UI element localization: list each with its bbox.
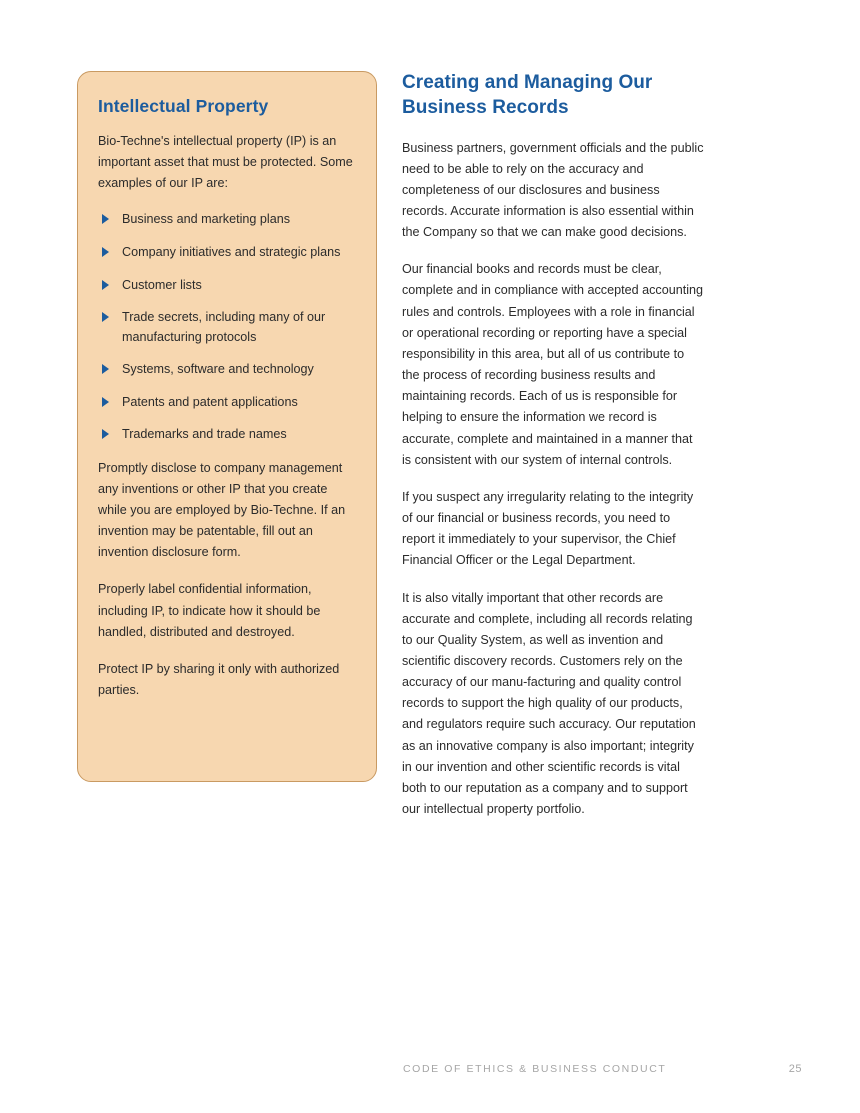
triangle-bullet-icon (102, 312, 109, 322)
triangle-bullet-icon (102, 429, 109, 439)
triangle-bullet-icon (102, 364, 109, 374)
list-item-label: Customer lists (122, 277, 202, 292)
list-item-label: Business and marketing plans (122, 212, 291, 227)
list-item-label: Trademarks and trade names (122, 427, 287, 442)
triangle-bullet-icon (102, 280, 109, 290)
list-item (98, 393, 356, 413)
list-item-label: Patents and patent applications (122, 394, 298, 409)
list-item-label: Trade secrets, including many of our manufacturing protocols (122, 310, 326, 344)
footer-title: CODE OF ETHICS & BUSINESS CONDUCT (403, 1063, 667, 1075)
body-paragraph-2: Our financial books and records must be clear, complete and in compliance with accepted accounting rules and controls. Employees with a role in financial or operational recording or reporting have a special responsibility in this area, but all of us contribute to the process of recording business results and maintaining records. Each of us is responsible for helping to ensure the information we record is accurate, complete and maintained in a manner that is consistent with our system of internal controls. (402, 262, 704, 467)
body-paragraph-1: Business partners, government officials and the public need to be able to rely on the accuracy and completeness of our disclosures and business records. Accurate information is also essential within the Company so that we can make good decisions. (402, 140, 704, 240)
list-item (98, 243, 356, 263)
list-item (98, 360, 356, 380)
list-item (98, 425, 356, 445)
list-item-label: Systems, software and technology (122, 362, 314, 377)
intellectual-property-callout (77, 71, 377, 782)
list-item (98, 276, 356, 296)
callout-paragraph-3: Protect IP by sharing it only with authorized parties. (98, 661, 340, 697)
callout-intro-paragraph: Bio-Techne's intellectual property (IP) is an important asset that must be protected. Some examples of our IP are: (98, 134, 353, 191)
callout-title: Intellectual Property (98, 96, 269, 116)
list-item (98, 210, 356, 230)
triangle-bullet-icon (102, 397, 109, 407)
triangle-bullet-icon (102, 247, 109, 257)
callout-paragraph-2: Properly label confidential information, including IP, to indicate how it should be handled, distributed and destroyed. (98, 582, 321, 639)
body-paragraph-3: If you suspect any irregularity relating to the integrity of our financial or business records, you need to report it immediately to your supervisor, the Chief Financial Officer or the Legal Department. (402, 489, 694, 568)
list-item-label: Company initiatives and strategic plans (122, 244, 341, 259)
ip-examples-list (98, 210, 356, 444)
page-title: Creating and Managing Our Business Records (402, 72, 653, 119)
triangle-bullet-icon (102, 214, 109, 224)
main-content-column (402, 70, 704, 836)
callout-paragraph-1: Promptly disclose to company management any inventions or other IP that you create while you are employed by Bio-Techne. If an invention may be patentable, fill out an invention disclosure form. (98, 460, 346, 560)
page-footer (0, 1063, 860, 1083)
list-item (98, 308, 356, 347)
page-number: 25 (788, 1063, 802, 1075)
body-paragraph-4: It is also vitally important that other records are accurate and complete, including all records relating to our Quality System, as well as invention and scientific discovery records. Customers rely on the accuracy of our manu-facturing and quality control records to support the high quality of our products, and regulators require such accuracy. Our reputation as an innovative company is also important; integrity in our invention and other scientific records is vital both to our reputation as a company and to support our intellectual property portfolio. (402, 590, 696, 817)
